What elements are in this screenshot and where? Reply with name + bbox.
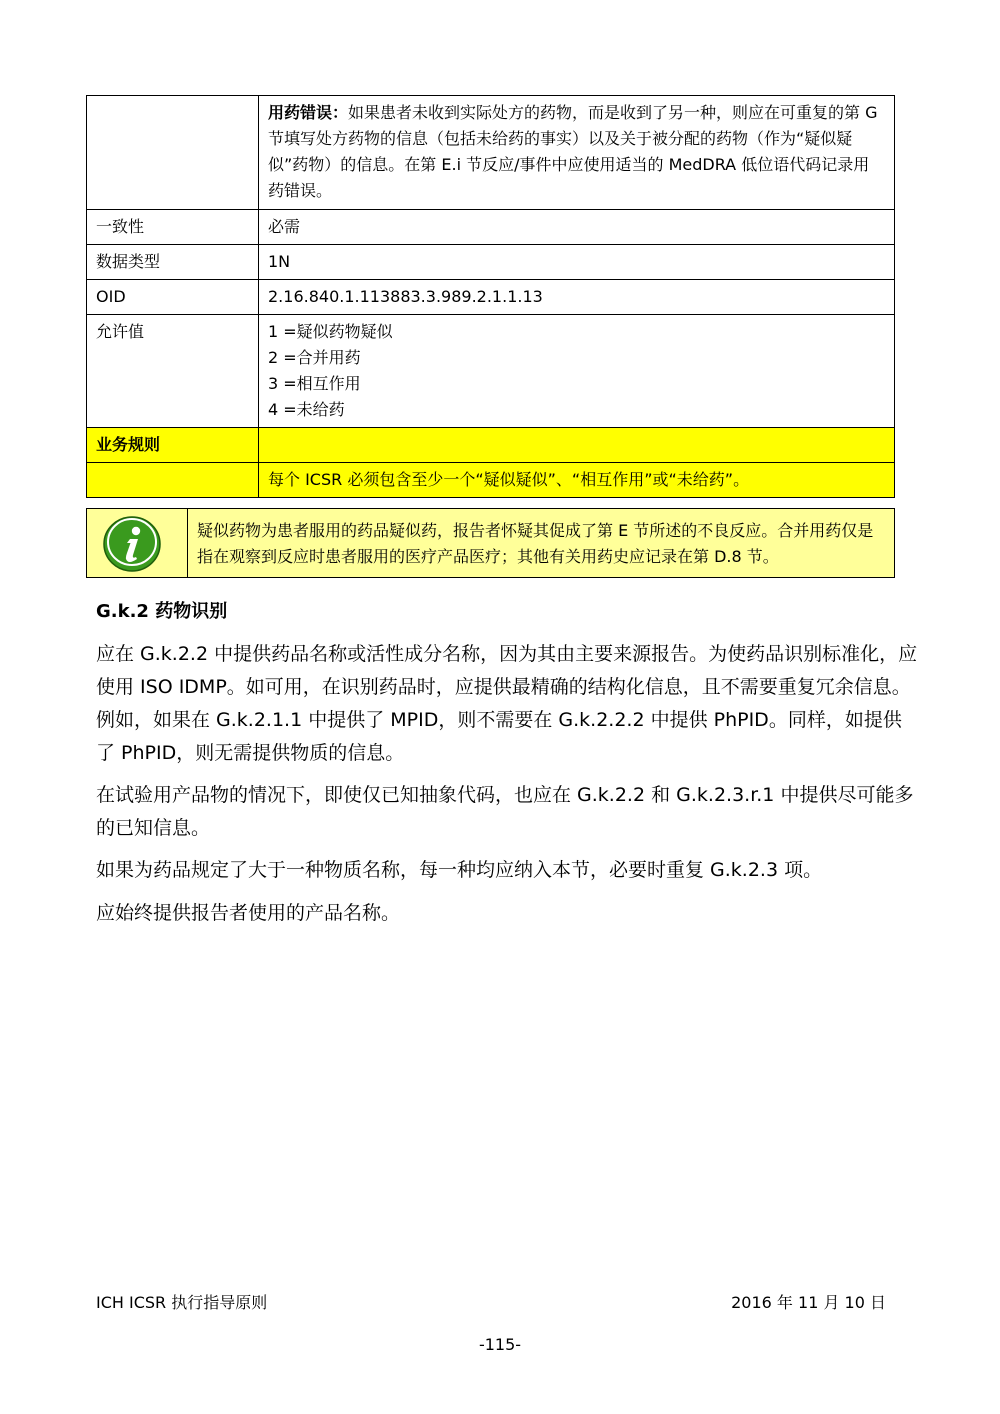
medication-error-term: 用药错误： (268, 103, 349, 122)
row-value (259, 428, 895, 463)
table-row (87, 428, 895, 463)
footer-title: ICH ICSR 执行指导原则 (96, 1293, 268, 1312)
row-label: OID (87, 280, 259, 315)
allowed-value: 3 =相互作用 (268, 374, 361, 393)
medication-error-text: 如果患者未收到实际处方的药物，而是收到了另一种，则应在可重复的第 G 节填写处方药物的信息（包括未给药的事实）以及关于被分配的药物（作为“疑似疑似”药物）的信息。在第 E.i 节反应/事件中应使用适当的 MedDRA 低位语代码记录用药错误。 (268, 103, 878, 200)
allowed-value: 1 =疑似药物疑似 (268, 322, 393, 341)
row-label (87, 96, 259, 210)
info-icon (102, 515, 162, 573)
section-heading: G.k.2 药物识别 (96, 601, 228, 622)
note-text: 疑似药物为患者服用的药品疑似药，报告者怀疑其促成了第 E 节所述的不良反应。合并用药仅是指在观察到反应时患者服用的医疗产品医疗；其他有关用药史应记录在第 D.8 节。 (197, 521, 874, 566)
row-label: 数据类型 (87, 245, 259, 280)
table-row (87, 280, 895, 315)
row-value: 必需 (259, 210, 895, 245)
table-row (87, 315, 895, 428)
row-label: 允许值 (87, 315, 259, 428)
info-note (86, 508, 895, 578)
table-row (87, 245, 895, 280)
table-row (87, 96, 895, 210)
paragraph: 应始终提供报告者使用的产品名称。 (96, 902, 401, 924)
allowed-value: 4 =未给药 (268, 400, 345, 419)
footer-date: 2016 年 11 月 10 日 (731, 1293, 886, 1312)
table-row (87, 463, 895, 498)
paragraph: 如果为药品规定了大于一种物质名称，每一种均应纳入本节，必要时重复 G.k.2.3 项。 (96, 859, 823, 881)
business-rule-text: 每个 ICSR 必须包含至少一个“疑似疑似”、“相互作用”或“未给药”。 (259, 463, 895, 498)
row-label (87, 463, 259, 498)
business-rules-label: 业务规则 (87, 428, 259, 463)
paragraph: 应在 G.k.2.2 中提供药品名称或活性成分名称，因为其由主要来源报告。为使药品识别标准化，应使用 ISO IDMP。如可用，在识别药品时，应提供最精确的结构化信息，且不需要重复冗余信息。例如，如果在 G.k.2.1.1 中提供了 MPID，则不需要在 G.k.2.2.2 中提供 PhPID。同样，如提供了 PhPID，则无需提供物质的信息。 (96, 643, 918, 764)
spec-table (86, 95, 895, 498)
table-row (87, 210, 895, 245)
row-value: 1N (259, 245, 895, 280)
allowed-value: 2 =合并用药 (268, 348, 361, 367)
note-icon-cell (87, 509, 188, 577)
paragraph: 在试验用产品物的情况下，即使仅已知抽象代码，也应在 G.k.2.2 和 G.k.2.3.r.1 中提供尽可能多的已知信息。 (96, 784, 914, 839)
row-value: 2.16.840.1.113883.3.989.2.1.1.13 (259, 280, 895, 315)
page-number: -115- (478, 1335, 522, 1354)
row-label: 一致性 (87, 210, 259, 245)
row-value (259, 96, 895, 210)
allowed-values (259, 315, 895, 428)
